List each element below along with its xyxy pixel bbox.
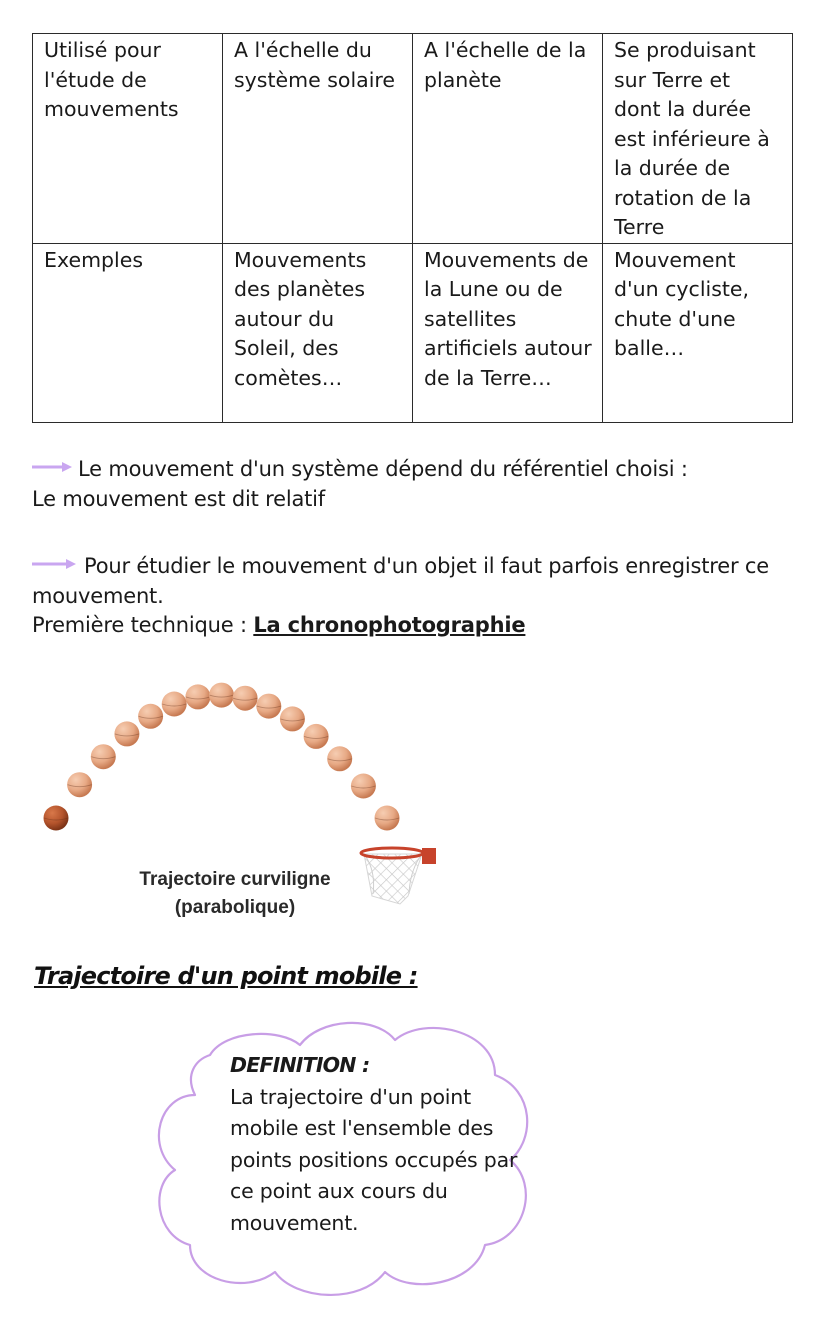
- table-row: [33, 34, 793, 244]
- ball-position: [209, 683, 234, 708]
- ball-position: [44, 806, 69, 831]
- ball-position: [91, 744, 116, 769]
- table-cell: A l'échelle de la planète: [413, 34, 603, 244]
- figure-caption: [90, 866, 380, 922]
- table-cell: Exemples: [33, 243, 223, 422]
- definition-title: DEFINITION :: [230, 1053, 370, 1077]
- ball-position: [233, 686, 258, 711]
- ball-position: [185, 684, 210, 709]
- section-heading: Trajectoire d'un point mobile :: [34, 962, 418, 990]
- ball-position: [67, 772, 92, 797]
- note-text: Le mouvement d'un système dépend du référentiel choisi :: [78, 457, 688, 481]
- table-cell: Se produisant sur Terre et dont la durée est inférieure à la durée de rotation de la Terre: [603, 34, 793, 244]
- ball-position: [256, 694, 281, 719]
- ball-position: [327, 746, 352, 771]
- definition-cloud: [150, 1010, 535, 1300]
- table-cell: Mouvements des planètes autour du Soleil, des comètes…: [223, 243, 413, 422]
- technique-label: Première technique :: [32, 613, 254, 637]
- ball-position: [351, 774, 376, 799]
- table-cell: Mouvement d'un cycliste, chute d'une balle…: [603, 243, 793, 422]
- ball-position: [304, 724, 329, 749]
- ball-position: [138, 704, 163, 729]
- technique-line: [32, 611, 802, 641]
- note-text: Le mouvement est dit relatif: [32, 486, 325, 511]
- ball-position: [114, 721, 139, 746]
- ball-position: [280, 706, 305, 731]
- chronophotography-figure: [30, 670, 460, 930]
- caption-line: (parabolique): [174, 897, 296, 918]
- table-row: [33, 243, 793, 422]
- note-text: Pour étudier le mouvement d'un objet il faut parfois enregistrer ce: [84, 554, 769, 578]
- ball-position: [375, 806, 400, 831]
- table-cell: Mouvements de la Lune ou de satellites artificiels autour de la Terre…: [413, 243, 603, 422]
- note-relative-motion: [32, 455, 802, 514]
- note-text: mouvement.: [32, 583, 164, 608]
- definition-text: La trajectoire d'un point mobile est l'ensemble des points positions occupés par ce point aux cours du mouvement.: [230, 1084, 518, 1235]
- note-line: [32, 552, 802, 582]
- reference-frame-table: [32, 33, 793, 423]
- ball-position: [162, 692, 187, 717]
- arrow-right-icon: [32, 559, 76, 569]
- definition-body: [230, 1050, 530, 1239]
- caption-line: Trajectoire curviligne: [139, 869, 331, 890]
- arrow-right-icon: [32, 462, 72, 472]
- technique-name: La chronophotographie: [253, 613, 526, 637]
- note-line: [32, 455, 802, 485]
- note-recording-motion: [32, 552, 802, 641]
- table-cell: Utilisé pour l'étude de mouvements: [33, 34, 223, 244]
- table-cell: A l'échelle du système solaire: [223, 34, 413, 244]
